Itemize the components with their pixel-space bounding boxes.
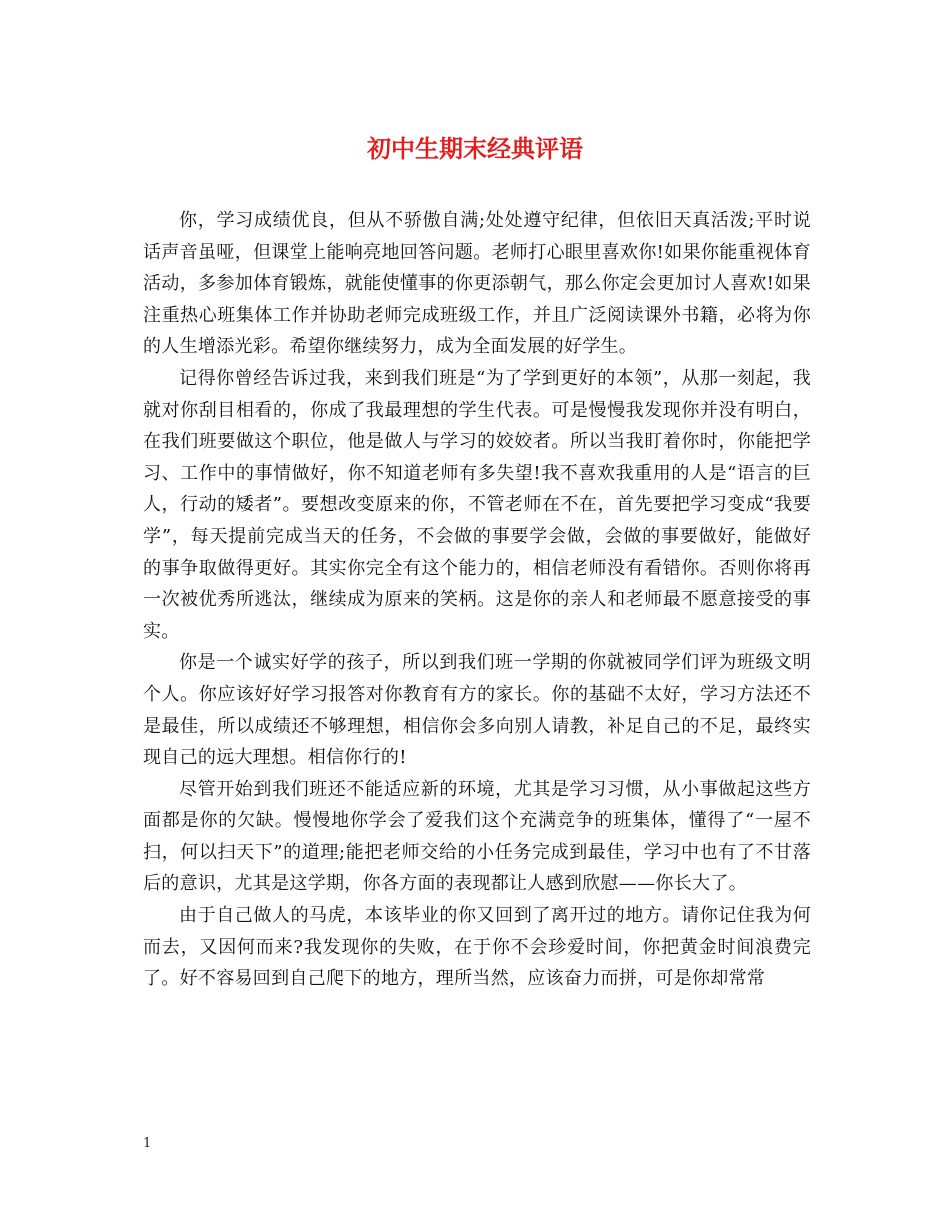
paragraph-5: 由于自己做人的马虎，本该毕业的你又回到了离开过的地方。请你记住我为何而去，又因何而来?我发现你的失败，在于你不会珍爱时间，你把黄金时间浪费完了。好不容易回到自己爬下的地方，理所当然，应该奋力而拼，可是你却常常 [143,905,811,990]
paragraph-3: 你是一个诚实好学的孩子，所以到我们班一学期的你就被同学们评为班级文明个人。你应该好好学习报答对你教育有方的家长。你的基础不太好，学习方法还不是最佳，所以成绩还不够理想，相信你会多向别人请教，补足自己的不足，最终实现自己的远大理想。相信你行的! [143,652,811,769]
page-number: 1 [143,1136,152,1151]
document-body [143,205,811,995]
paragraph-4: 尽管开始到我们班还不能适应新的环境，尤其是学习习惯，从小事做起这些方面都是你的欠缺。慢慢地你学会了爱我们这个充满竞争的班集体，懂得了“一屋不扫，何以扫天下”的道理;能把老师交给的小任务完成到最佳，学习中也有了不甘落后的意识，尤其是这学期，你各方面的表现都让人感到欣慰——你长大了。 [143,778,811,895]
document-title: 初中生期末经典评语 [367,134,583,163]
paragraph-2: 记得你曾经告诉过我，来到我们班是“为了学到更好的本领”，从那一刻起，我就对你刮目相看的，你成了我最理想的学生代表。可是慢慢我发现你并没有明白，在我们班要做这个职位，他是做人与学习的姣姣者。所以当我盯着你时，你能把学习、工作中的事情做好，你不知道老师有多失望!我不喜欢我重用的人是“语言的巨人，行动的矮者”。要想改变原来的你，不管老师在不在，首先要把学习变成“我要学”，每天提前完成当天的任务，不会做的事要学会做，会做的事要做好，能做好的事争取做得更好。其实你完全有这个能力的，相信老师没有看错你。否则你将再一次被优秀所逃汰，继续成为原来的笑柄。这是你的亲人和老师最不愿意接受的事实。 [143,367,811,642]
paragraph-1: 你，学习成绩优良，但从不骄傲自满;处处遵守纪律，但依旧天真活泼;平时说话声音虽哑，但课堂上能响亮地回答问题。老师打心眼里喜欢你!如果你能重视体育活动，多参加体育锻炼，就能使懂事的你更添朝气，那么你定会更加讨人喜欢!如果注重热心班集体工作并协助老师完成班级工作，并且广泛阅读课外书籍，必将为你的人生增添光彩。希望你继续努力，成为全面发展的好学生。 [143,210,811,358]
